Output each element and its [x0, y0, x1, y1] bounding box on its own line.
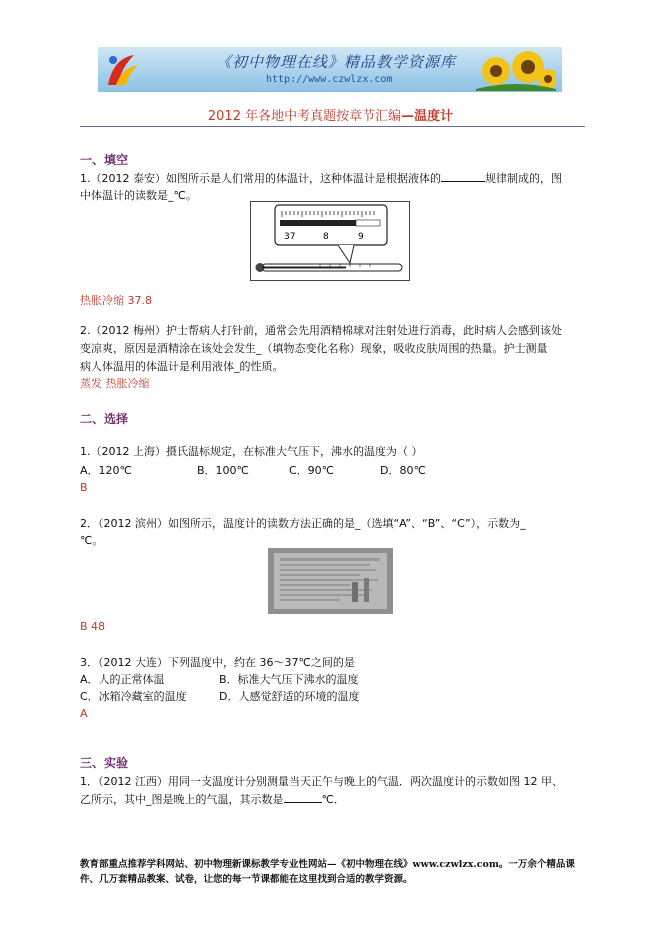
c3-option-b: B．标准大气压下沸水的温度 [219, 673, 359, 686]
c3-options [80, 671, 580, 703]
c3-option-d: D．人感觉舒适的环境的温度 [219, 690, 360, 703]
e1-line2 [80, 791, 345, 807]
c1-option-c: C．90℃ [289, 464, 335, 477]
scale-label-37: 37 [284, 232, 296, 242]
e1-text-a: 乙所示，其中_图是晚上的气温，其示数是 [80, 793, 284, 806]
header-banner [98, 47, 562, 92]
c1-question: 1.（2012 上海）摄氏温标规定，在标准大气压下，沸水的温度为（ ） [80, 445, 423, 458]
e1-blank [284, 802, 322, 803]
thermometer-figure [250, 201, 410, 281]
c3-answer: A [80, 707, 88, 720]
c1-options [80, 462, 580, 476]
document-title-topic: —温度计 [401, 109, 454, 124]
c3-question: 3．（2012 大连）下列温度中，约在 36～37℃之间的是 [80, 656, 355, 669]
q2-line3: 病人体温用的体温计是利用液体_的性质。 [80, 360, 284, 373]
c1-answer: B [80, 481, 88, 494]
q1-answer: 热胀冷缩 37.8 [80, 294, 152, 307]
q2-answer: 蒸发 热胀冷缩 [80, 377, 150, 390]
c3-option-c: C．冰箱冷藏室的温度 [80, 690, 187, 703]
c2-line1: 2．（2012 滨州）如图所示，温度计的读数方法正确的是_（选填“A”、“B”、“C”），示数为_ [80, 517, 526, 530]
q1-blank [441, 181, 485, 182]
section-experiment: 三、实验 [80, 756, 129, 770]
footer-line2: 件、几万套精品教案、试卷，让您的每一节课都能在这里找到合适的教学资源。 [80, 874, 413, 885]
title-divider [80, 126, 585, 127]
q2-line1: 2.（2012 梅州）护士帮病人打针前，通常会先用酒精棉球对注射处进行消毒，此时病人会感到该处 [80, 324, 562, 337]
c1-option-d: D．80℃ [380, 464, 426, 477]
logo-icon [104, 51, 142, 88]
q2-line2: 变凉爽，原因是酒精涂在该处会发生_（填物态变化名称）现象，吸收皮肤周围的热量。护士测量 [80, 342, 548, 355]
q1-line1 [80, 170, 562, 186]
section-fill-blank: 一、填空 [80, 153, 129, 167]
thermometer-reading-photo [268, 548, 393, 614]
sunflower-icon [476, 49, 556, 91]
c1-option-b: B．100℃ [197, 464, 249, 477]
document-title-main: 2012 年各地中考真题按章节汇编 [207, 109, 402, 124]
q1-text-b: 规律制成的，图 [484, 172, 562, 185]
banner-title: 《初中物理在线》精品教学资源库 [216, 53, 457, 71]
footer-line1: 教育部重点推荐学科网站、初中物理新课标教学专业性网站—《初中物理在线》www.czwlzx.com。一万余个精品课 [80, 859, 575, 870]
e1-text-b: ℃． [321, 793, 345, 806]
scale-label-8: 8 [323, 232, 329, 242]
c2-line2: ℃。 [80, 534, 104, 547]
q1-text-a: 1.（2012 泰安）如图所示是人们常用的体温计，这种体温计是根据液体的 [80, 172, 441, 185]
scale-label-9: 9 [358, 232, 364, 242]
c1-option-a: A．120℃ [80, 464, 132, 477]
e1-line1: 1．（2012 江西）用同一支温度计分别测量当天正午与晚上的气温．两次温度计的示数如图 12 甲、 [80, 775, 563, 788]
section-choice: 二、选择 [80, 412, 129, 426]
document-title [0, 105, 661, 124]
banner-url[interactable]: http://www.czwlzx.com [266, 74, 393, 85]
c3-option-a: A．人的正常体温 [80, 673, 165, 686]
q1-line2: 中体温计的读数是_℃。 [80, 189, 197, 202]
c2-answer: B 48 [80, 620, 106, 633]
